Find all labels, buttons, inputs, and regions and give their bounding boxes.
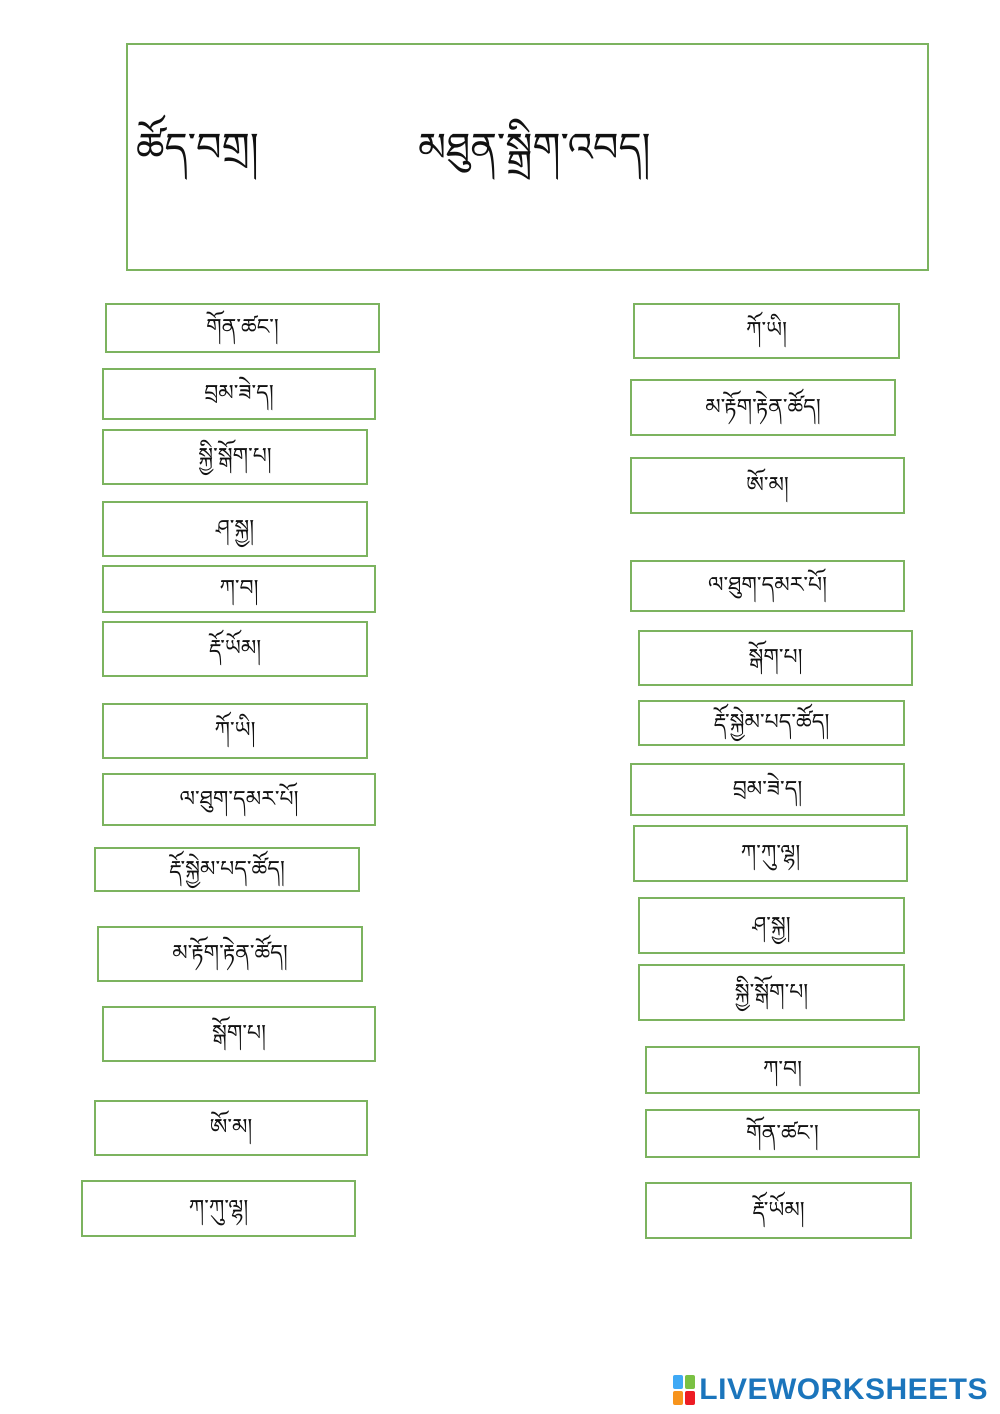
right-word-card[interactable]: ཤ་སྐྱ། [638, 897, 905, 954]
left-word-card[interactable]: ཤ་སྐྱ། [102, 501, 368, 557]
right-word-card[interactable]: རྡོ་ཡོམ། [645, 1182, 912, 1239]
right-word-card[interactable]: ཀ་བ། [645, 1046, 920, 1094]
left-word-card[interactable]: སྒོག་པ། [102, 1006, 376, 1062]
right-word-card[interactable]: བྲམ་ཟེ་ད། [630, 763, 905, 816]
liveworksheets-mark-icon [673, 1375, 695, 1405]
right-word-card[interactable]: ལ་ཐུག་དམར་པོ། [630, 560, 905, 612]
left-word-card[interactable]: ཀ་ཀུ་ལྷ། [81, 1180, 356, 1237]
right-word-card[interactable]: སྐྱི་སྒོག་པ། [638, 964, 905, 1021]
left-word-card[interactable]: རྡོ་སྐྱེམ་པད་ཚོད། [94, 847, 360, 892]
left-word-card[interactable]: བྲམ་ཟེ་ད། [102, 368, 376, 420]
title-left-label: ཚོད་བགྲ། [136, 125, 259, 171]
liveworksheets-logo [673, 1373, 988, 1407]
right-word-card[interactable]: རྡོ་སྐྱེམ་པད་ཚོད། [638, 700, 905, 746]
right-word-card[interactable]: ཀོ་ཡི། [633, 303, 900, 359]
left-word-card[interactable]: གོན་ཚང་། [105, 303, 380, 353]
left-word-card[interactable]: ལ་ཐུག་དམར་པོ། [102, 773, 376, 826]
right-word-card[interactable]: ཨོ་མ། [630, 457, 905, 514]
right-word-card[interactable]: སྒོག་པ། [638, 630, 913, 686]
left-word-card[interactable]: ཀ་བ། [102, 565, 376, 613]
left-word-card[interactable]: ཀོ་ཡི། [102, 703, 368, 759]
right-word-card[interactable]: ཀ་ཀུ་ལྷ། [633, 825, 908, 882]
left-word-card[interactable]: རྡོ་ཡོམ། [102, 621, 368, 677]
left-word-card[interactable]: ཨོ་མ། [94, 1100, 368, 1156]
right-word-card[interactable]: མ་རྟོག་རྟེན་ཚོད། [630, 379, 896, 436]
right-word-card[interactable]: གོན་ཚང་། [645, 1109, 920, 1158]
logo-text: LIVEWORKSHEETS [699, 1373, 988, 1406]
left-word-card[interactable]: སྐྱི་སྒོག་པ། [102, 429, 368, 485]
left-word-card[interactable]: མ་རྟོག་རྟེན་ཚོད། [97, 926, 363, 982]
title-right-label: མཐུན་སྒྲིག་འབད། [418, 125, 651, 171]
